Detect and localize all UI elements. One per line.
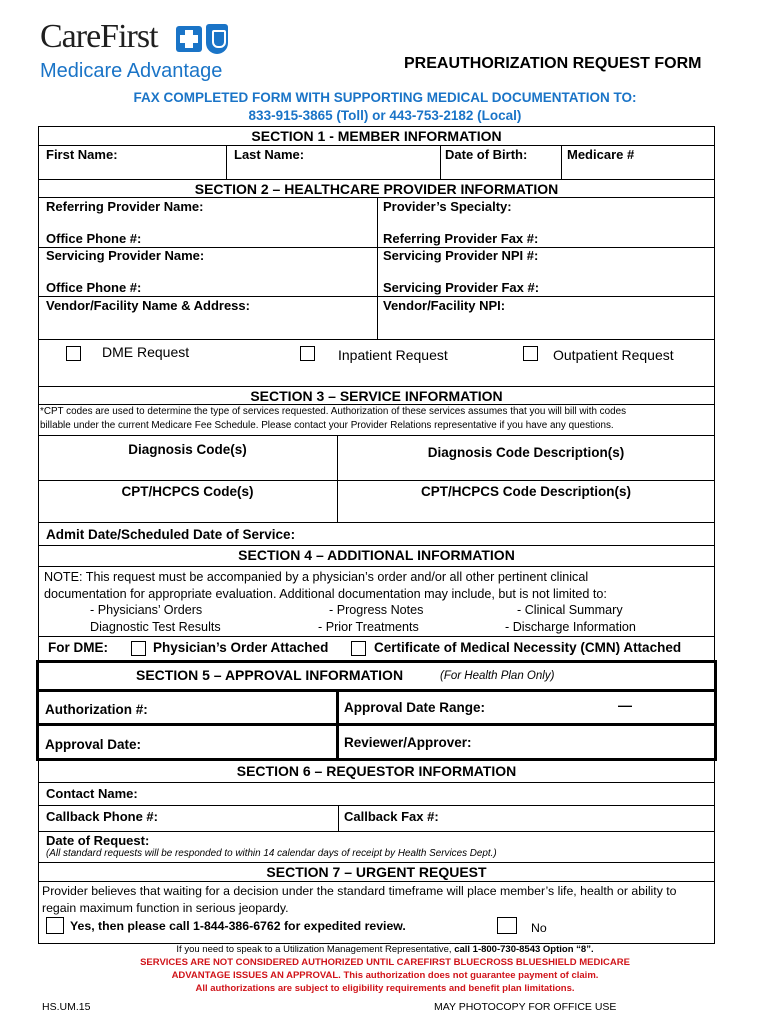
doc-item-prior-treatments: - Prior Treatments	[318, 620, 419, 634]
admit-date-field[interactable]: Admit Date/Scheduled Date of Service:	[46, 527, 296, 542]
cpt-code-field[interactable]: CPT/HCPCS Code(s)	[121, 484, 254, 499]
um-contact-line	[0, 944, 770, 955]
dob-field[interactable]: Date of Birth:	[445, 147, 528, 162]
medicare-number-field[interactable]: Medicare #	[567, 147, 635, 162]
urgent-note-line-2: regain maximum function in serious jeopardy.	[42, 901, 289, 915]
response-time-note: (All standard requests will be responded to within 14 calendar days of receipt by Health Services Dept.)	[46, 848, 497, 859]
servicing-provider-npi-field[interactable]: Servicing Provider NPI #:	[383, 248, 539, 263]
section-6-heading: SECTION 6 – REQUESTOR INFORMATION	[236, 763, 517, 779]
authorization-warning-1: SERVICES ARE NOT CONSIDERED AUTHORIZED UNTIL CAREFIRST BLUECROSS BLUESHIELD MEDICARE	[140, 957, 630, 968]
fax-instruction: FAX COMPLETED FORM WITH SUPPORTING MEDICAL DOCUMENTATION TO:	[133, 90, 637, 105]
doc-item-discharge-information: - Discharge Information	[505, 620, 636, 634]
cross-logo-icon	[176, 26, 202, 52]
documentation-note-line-2: documentation for appropriate evaluation. Additional documentation may include, but is not limited to:	[44, 587, 607, 601]
documentation-note-line-1: NOTE: This request must be accompanied by a physician’s order and/or all other pertinent clinical	[44, 570, 589, 584]
callback-fax-field[interactable]: Callback Fax #:	[344, 809, 439, 824]
outpatient-request-checkbox[interactable]	[523, 346, 538, 361]
urgent-no-checkbox[interactable]	[497, 917, 517, 934]
servicing-provider-fax-field[interactable]: Servicing Provider Fax #:	[383, 280, 540, 295]
doc-item-physician-orders: - Physicians’ Orders	[90, 603, 203, 617]
reviewer-approver-field[interactable]: Reviewer/Approver:	[344, 735, 472, 750]
form-title: PREAUTHORIZATION REQUEST FORM	[404, 55, 702, 72]
provider-specialty-field[interactable]: Provider’s Specialty:	[383, 199, 512, 214]
last-name-field[interactable]: Last Name:	[234, 147, 305, 162]
section-3-heading: SECTION 3 – SERVICE INFORMATION	[250, 388, 503, 404]
callback-phone-field[interactable]: Callback Phone #:	[46, 809, 158, 824]
vendor-facility-npi-field[interactable]: Vendor/Facility NPI:	[383, 298, 506, 313]
cpt-note-line-2: billable under the current Medicare Fee Schedule. Please contact your Provider Relations representative if you have any questions.	[40, 420, 614, 431]
physician-order-checkbox[interactable]	[131, 641, 146, 656]
date-of-request-field[interactable]: Date of Request:	[46, 833, 150, 848]
office-phone-2-field[interactable]: Office Phone #:	[46, 280, 142, 295]
for-dme-label: For DME:	[48, 640, 108, 655]
authorization-number-field[interactable]: Authorization #:	[45, 702, 148, 717]
dme-request-label: DME Request	[102, 344, 190, 360]
diagnosis-code-field[interactable]: Diagnosis Code(s)	[128, 442, 247, 457]
logo-name: CareFirst	[40, 18, 158, 55]
logo-subtitle: Medicare Advantage	[40, 60, 223, 82]
approval-date-range-field[interactable]: Approval Date Range:	[344, 700, 486, 715]
office-phone-1-field[interactable]: Office Phone #:	[46, 231, 142, 246]
referring-provider-name-field[interactable]: Referring Provider Name:	[46, 199, 204, 214]
doc-item-progress-notes: - Progress Notes	[329, 603, 424, 617]
section-1-heading: SECTION 1 - MEMBER INFORMATION	[251, 128, 502, 144]
dme-request-checkbox[interactable]	[66, 346, 81, 361]
first-name-field[interactable]: First Name:	[46, 147, 118, 162]
authorization-warning-3: All authorizations are subject to eligibility requirements and benefit plan limitations.	[195, 983, 575, 994]
doc-item-diagnostic-tests: Diagnostic Test Results	[90, 620, 221, 634]
date-range-dash: —	[618, 697, 632, 713]
um-contact-phone: call 1-800-730-8543 Option “8”.	[454, 944, 594, 955]
photocopy-note: MAY PHOTOCOPY FOR OFFICE USE	[434, 1001, 617, 1013]
section-7-heading: SECTION 7 – URGENT REQUEST	[266, 864, 487, 880]
servicing-provider-name-field[interactable]: Servicing Provider Name:	[46, 248, 205, 263]
diagnosis-description-field[interactable]: Diagnosis Code Description(s)	[427, 445, 625, 460]
section-5-subheading: (For Health Plan Only)	[440, 670, 555, 682]
outpatient-request-label: Outpatient Request	[553, 347, 674, 363]
contact-name-field[interactable]: Contact Name:	[46, 786, 138, 801]
doc-item-clinical-summary: - Clinical Summary	[517, 603, 623, 617]
fax-numbers: 833-915-3865 (Toll) or 443-753-2182 (Local)	[248, 108, 522, 123]
cmn-checkbox[interactable]	[351, 641, 366, 656]
urgent-yes-label: Yes, then please call 1-844-386-6762 for expedited review.	[70, 919, 406, 933]
section-5-heading: SECTION 5 – APPROVAL INFORMATION	[136, 667, 404, 683]
vendor-facility-field[interactable]: Vendor/Facility Name & Address:	[46, 298, 250, 313]
referring-provider-fax-field[interactable]: Referring Provider Fax #:	[383, 231, 539, 246]
form-code: HS.UM.15	[42, 1001, 91, 1013]
urgent-no-label: No	[531, 921, 547, 935]
physician-order-label: Physician’s Order Attached	[153, 640, 329, 655]
inpatient-request-label: Inpatient Request	[338, 347, 448, 363]
approval-date-field[interactable]: Approval Date:	[45, 737, 142, 752]
section-2-heading: SECTION 2 – HEALTHCARE PROVIDER INFORMATION	[194, 181, 559, 197]
urgent-yes-checkbox[interactable]	[46, 917, 64, 934]
section-4-heading: SECTION 4 – ADDITIONAL INFORMATION	[238, 547, 515, 563]
inpatient-request-checkbox[interactable]	[300, 346, 315, 361]
urgent-note-line-1: Provider believes that waiting for a decision under the standard timeframe will place member’s life, health or ability to	[42, 884, 677, 898]
cpt-description-field[interactable]: CPT/HCPCS Code Description(s)	[420, 484, 632, 499]
shield-logo-icon	[206, 24, 228, 54]
authorization-warning-2: ADVANTAGE ISSUES AN APPROVAL. This authorization does not guarantee payment of claim.	[171, 970, 599, 981]
um-contact-text: If you need to speak to a Utilization Management Representative,	[176, 944, 455, 955]
cpt-note-line-1: *CPT codes are used to determine the type of services requested. Authorization of these services assumes that you will bill with codes	[40, 406, 627, 417]
cmn-label: Certificate of Medical Necessity (CMN) Attached	[374, 640, 682, 655]
